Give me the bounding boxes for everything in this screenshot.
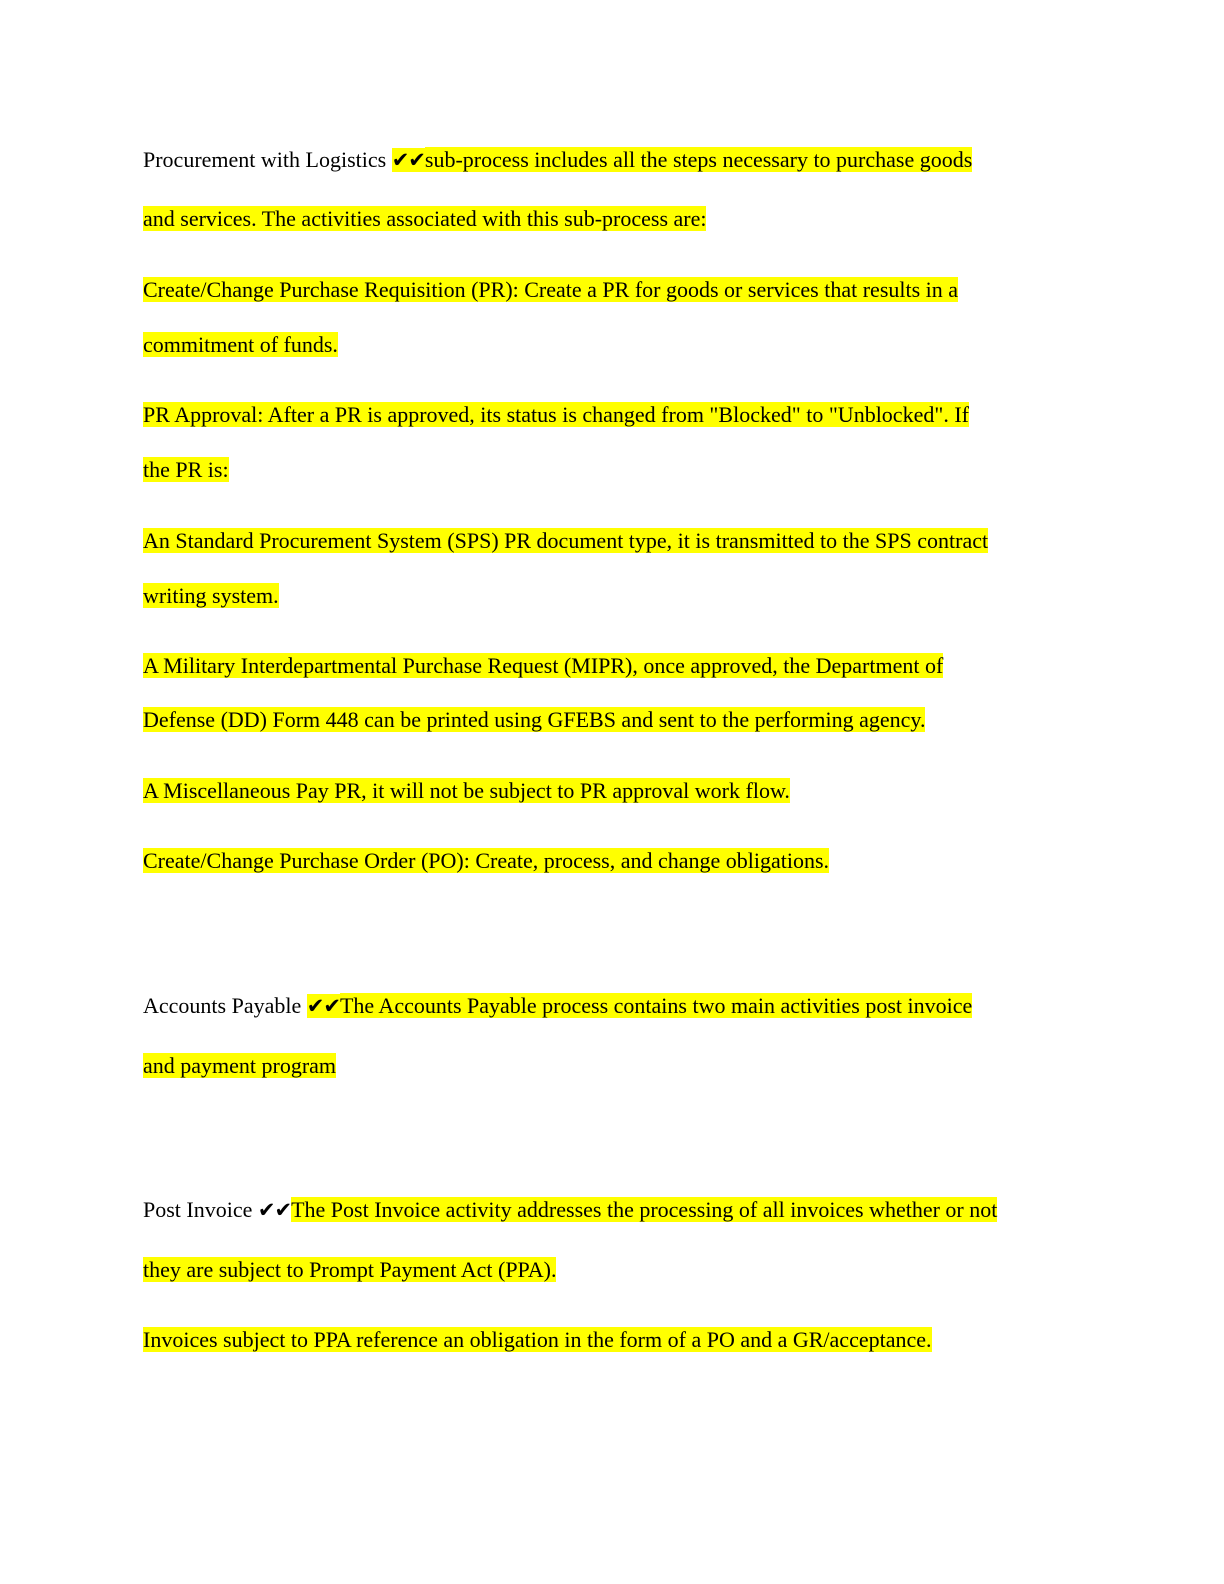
- activity-pr-approval-row1: [143, 398, 969, 432]
- activity-create-pr-line2: commitment of funds.: [143, 332, 338, 357]
- post-invoice-ppa-row: [143, 1323, 932, 1357]
- activity-create-pr-line1: Create/Change Purchase Requisition (PR): Create a PR for goods or services that results in a: [143, 277, 959, 302]
- definition-post-invoice-line2-row: [143, 1253, 556, 1287]
- definition-post-invoice-line1: The Post Invoice activity addresses the processing of all invoices whether or not: [291, 1197, 998, 1222]
- activity-mipr-line2: Defense (DD) Form 448 can be printed using GFEBS and sent to the performing agency.: [143, 707, 926, 732]
- term-accounts-payable: Accounts Payable: [143, 993, 302, 1018]
- activity-sps-line1: An Standard Procurement System (SPS) PR document type, it is transmitted to the SPS contract: [143, 528, 989, 553]
- definition-procurement-line2-row: [143, 202, 706, 236]
- double-check-icon: ✔✔: [306, 994, 340, 1018]
- post-invoice-term-line: [143, 1193, 997, 1227]
- definition-accounts-payable-line2-row: [143, 1049, 336, 1083]
- activity-misc-pay-line1: A Miscellaneous Pay PR, it will not be subject to PR approval work flow.: [143, 778, 790, 803]
- activity-mipr-row2: [143, 703, 925, 737]
- term-post-invoice: Post Invoice: [143, 1197, 253, 1222]
- procurement-term-line: [143, 143, 972, 177]
- double-check-icon: ✔✔: [257, 1198, 292, 1222]
- term-procurement-with-logistics: Procurement with Logistics: [143, 147, 387, 172]
- activity-pr-approval-line2: the PR is:: [143, 457, 229, 482]
- double-check-icon: ✔✔: [391, 148, 425, 172]
- definition-accounts-payable-line1: The Accounts Payable process contains two main activities post invoice: [339, 993, 973, 1018]
- activity-create-po-line1: Create/Change Purchase Order (PO): Create, process, and change obligations.: [143, 848, 830, 873]
- post-invoice-ppa-line1: Invoices subject to PPA reference an obligation in the form of a PO and a GR/acceptance.: [143, 1327, 932, 1352]
- activity-mipr-row1: [143, 649, 943, 683]
- definition-procurement-line2: and services. The activities associated with this sub-process are:: [143, 206, 707, 231]
- activity-create-po-row: [143, 844, 829, 878]
- activity-misc-pay-row: [143, 774, 790, 808]
- definition-post-invoice-line2: they are subject to Prompt Payment Act (PPA).: [143, 1257, 557, 1282]
- definition-procurement-line1: sub-process includes all the steps necessary to purchase goods: [424, 147, 973, 172]
- definition-accounts-payable-line2: and payment program: [143, 1053, 337, 1078]
- accounts-payable-term-line: [143, 989, 972, 1023]
- activity-pr-approval-line1: PR Approval: After a PR is approved, its status is changed from "Blocked" to "Unblocked". If: [143, 402, 969, 427]
- activity-sps-line2: writing system.: [143, 583, 279, 608]
- activity-create-pr-row1: [143, 273, 958, 307]
- activity-create-pr-row2: [143, 328, 338, 362]
- activity-mipr-line1: A Military Interdepartmental Purchase Request (MIPR), once approved, the Department of: [143, 653, 944, 678]
- activity-pr-approval-row2: [143, 453, 229, 487]
- activity-sps-row1: [143, 524, 988, 558]
- activity-sps-row2: [143, 579, 279, 613]
